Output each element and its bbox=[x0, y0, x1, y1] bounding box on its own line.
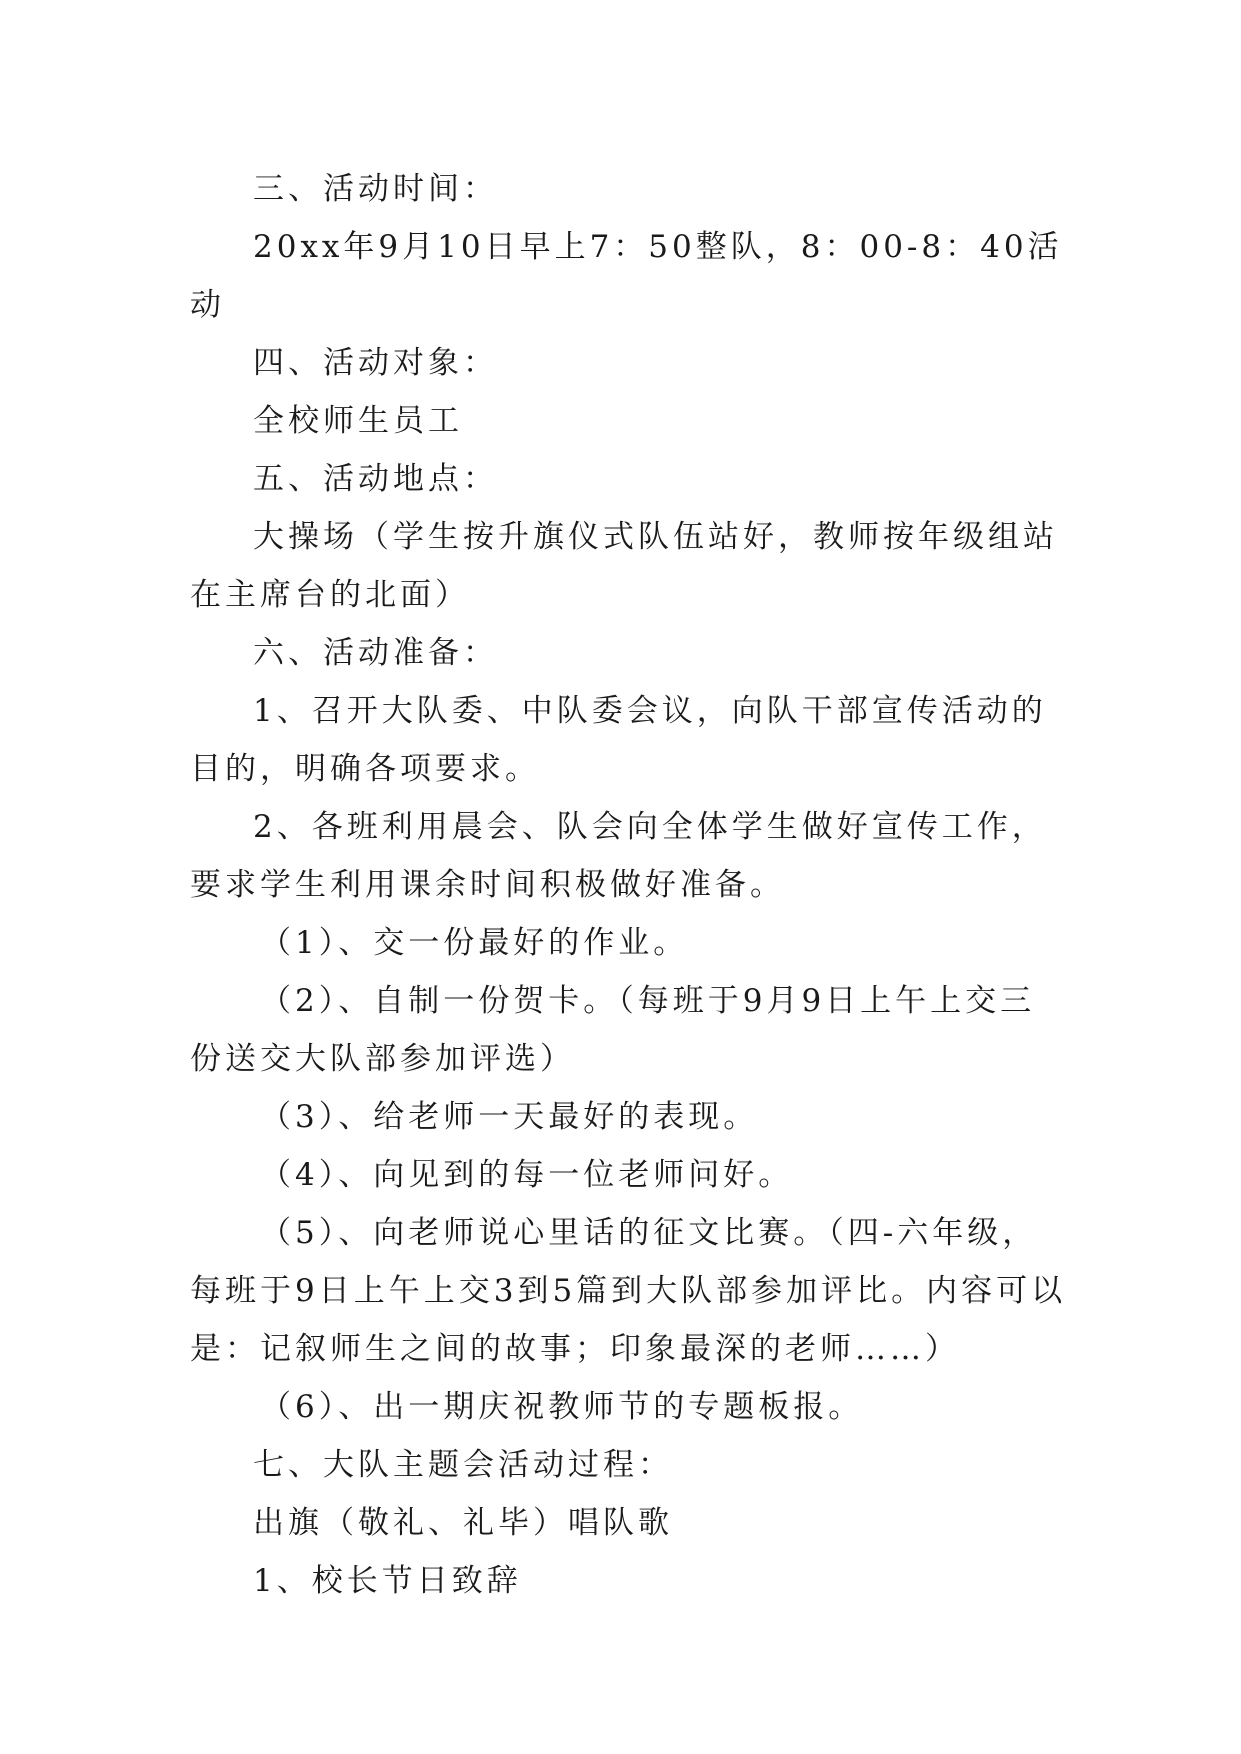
paragraph-sub-item-6: （6）、出一期庆祝教师节的专题板报。 bbox=[260, 1389, 864, 1425]
paragraph-principal-speech: 1、校长节日致辞 bbox=[253, 1563, 522, 1599]
paragraph-activity-time: 20xx年9月10日早上7：50整队，8：00-8：40活动 bbox=[190, 229, 1063, 323]
paragraph-sub-item-5: （5）、向老师说心里话的征文比赛。（四-六年级，每班于9日上午上交3到5篇到大队部参加评比。内容可以是：记叙师生之间的故事；印象最深的老师……） bbox=[190, 1215, 1067, 1367]
heading-activity-target: 四、活动对象： bbox=[253, 345, 498, 381]
paragraph-activity-target: 全校师生员工 bbox=[253, 403, 463, 439]
paragraph-activity-location: 大操场（学生按升旗仪式队伍站好，教师按年级组站在主席台的北面） bbox=[190, 519, 1058, 613]
heading-activity-preparation: 六、活动准备： bbox=[253, 635, 498, 671]
paragraph-preparation-1: 1、召开大队委、中队委会议，向队干部宣传活动的目的，明确各项要求。 bbox=[190, 693, 1047, 787]
document-body bbox=[190, 160, 1070, 1610]
heading-activity-location: 五、活动地点： bbox=[253, 461, 498, 497]
paragraph-flag-ceremony: 出旗（敬礼、礼毕）唱队歌 bbox=[253, 1505, 673, 1541]
paragraph-sub-item-4: （4）、向见到的每一位老师问好。 bbox=[260, 1157, 794, 1193]
heading-activity-process: 七、大队主题会活动过程： bbox=[253, 1447, 673, 1483]
heading-activity-time: 三、活动时间： bbox=[253, 171, 498, 207]
paragraph-preparation-2: 2、各班利用晨会、队会向全体学生做好宣传工作，要求学生利用课余时间积极做好准备。 bbox=[190, 809, 1047, 903]
paragraph-sub-item-2: （2）、自制一份贺卡。（每班于9月9日上午上交三份送交大队部参加评选） bbox=[190, 983, 1036, 1077]
paragraph-sub-item-1: （1）、交一份最好的作业。 bbox=[260, 925, 689, 961]
paragraph-sub-item-3: （3）、给老师一天最好的表现。 bbox=[260, 1099, 759, 1135]
